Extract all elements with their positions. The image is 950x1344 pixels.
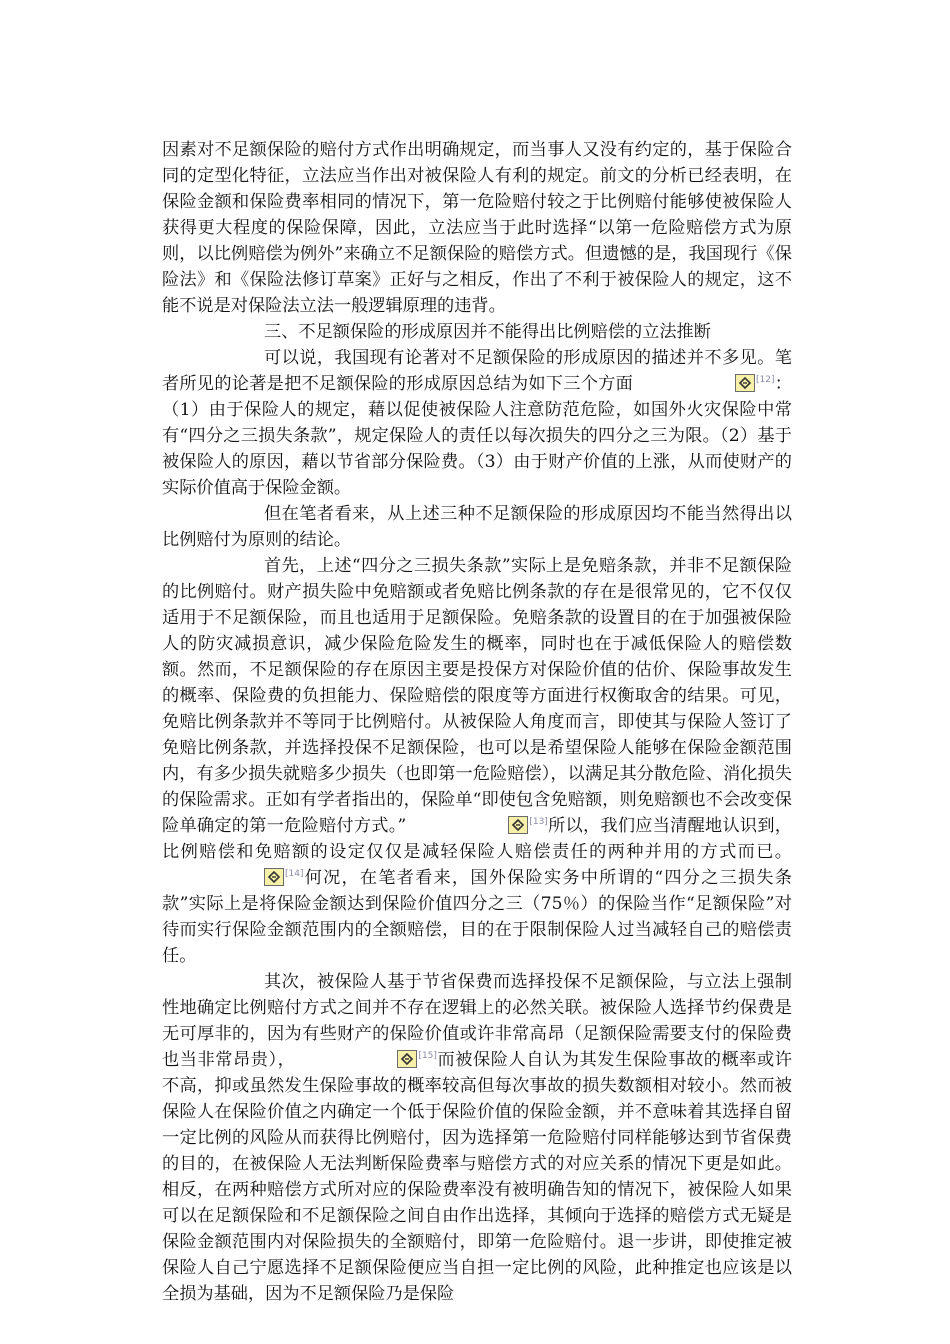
paragraph-3: 但在笔者看来，从上述三种不足额保险的形成原因均不能当然得出以比例赔付为原则的结论。 — [162, 504, 792, 550]
paragraph-1: 因素对不足额保险的赔付方式作出明确规定，而当事人又没有约定的，基于保险合同的定型化特征，立法应当作出对被保险人有利的规定。前文的分析已经表明，在保险金额和保险费率相同的情况下，第一危险赔付较之于比例赔付能够使被保险人获得更大程度的保险保障，因此，立法应当于此时选择“以第一危险赔偿方式为原则，以比例赔偿为例外”来确立不足额保险的赔偿方式。但遗憾的是，我国现行《保险法》和《保险法修订草案》正好与之相反，作出了不利于被保险人的规定，这不能不说是对保险法立法一般逻辑原理的违背。 — [162, 140, 792, 316]
reference-number: [13] — [529, 817, 548, 827]
reference-icon — [735, 374, 755, 392]
paragraph-4-text-a: 首先，上述“四分之三损失条款”实际上是免赔条款，并非不足额保险的比例赔付。财产损失险中免赔额或者免赔比例条款的存在是很常见的，它不仅仅适用于不足额保险，而且也适用于足额保险。免赔条款的设置目的在于加强被保险人的防灾减损意识，减少保险危险发生的概率，同时也在于减低保险人的赔偿数额。然而，不足额保险的存在原因主要是投保方对保险价值的估价、保险事故发生的概率、保险费的负担能力、保险赔偿的限度等方面进行权衡取舍的结果。可见，免赔比例条款并不等同于比例赔付。从被保险人角度而言，即使其与保险人签订了免赔比例条款，并选择投保不足额保险，也可以是希望保险人能够在保险金额范围内，有多少损失就赔多少损失（也即第一危险赔偿），以满足其分散危险、消化损失的保险需求。正如有学者指出的，保险单“即使包含免赔额，则免赔额也不会改变保险单确定的第一危险赔付方式。” — [162, 556, 792, 836]
document-page — [162, 137, 792, 1307]
paragraph-4 — [162, 553, 792, 969]
paragraph-4-text-c: 何况，在笔者看来，国外保险实务中所谓的“四分之三损失条款”实际上是将保险金额达到保险价值四分之三（75％）的保险当作“足额保险”对待而实行保险金额范围内的全额赔偿，目的在于限制保险人过当减轻自己的赔偿责任。 — [162, 868, 792, 966]
reference-number: [12] — [756, 375, 775, 385]
reference-link-15[interactable] — [295, 1047, 436, 1073]
paragraph-2 — [162, 345, 792, 501]
reference-number: [15] — [418, 1051, 437, 1061]
reference-icon — [264, 868, 284, 886]
reference-link-13[interactable] — [406, 813, 547, 839]
reference-link-12[interactable] — [633, 371, 774, 397]
paragraph-5-text-a: 其次，被保险人基于节省保费而选择投保不足额保险，与立法上强制性地确定比例赔付方式之间并不存在逻辑上的必然关联。被保险人选择节约保费是无可厚非的，因为有些财产的保险价值或许非常高昂（足额保险需要支付的保险费也当非常昂贵）， — [162, 972, 792, 1070]
paragraph-5-text-b: 而被保险人自认为其发生保险事故的概率或许不高，抑或虽然发生保险事故的概率较高但每次事故的损失数额相对较小。然而被保险人在保险价值之内确定一个低于保险价值的保险金额，并不意味着其选择自留一定比例的风险从而获得比例赔付，因为选择第一危险赔付同样能够达到节省保费的目的，在被保险人无法判断保险费率与赔偿方式的对应关系的情况下更是如此。相反，在两种赔偿方式所对应的保险费率没有被明确告知的情况下，被保险人如果可以在足额保险和不足额保险之间自由作出选择，其倾向于选择的赔偿方式无疑是保险金额范围内对保险损失的全额赔付，即第一危险赔付。退一步讲，即使推定被保险人自己宁愿选择不足额保险便应当自担一定比例的风险，此种推定也应该是以全损为基础，因为不足额保险乃是保险 — [162, 1050, 792, 1304]
paragraph-2-text-b: ：（1）由于保险人的规定，藉以促使被保险人注意防范危险，如国外火灾保险中常有“四分之三损失条款”，规定保险人的责任以每次损失的四分之三为限。（2）基于被保险人的原因，藉以节省部分保险费。（3）由于财产价值的上涨，从而使财产的实际价值高于保险金额。 — [162, 374, 792, 498]
paragraph-2-text-a: 可以说，我国现有论著对不足额保险的形成原因的描述并不多见。笔者所见的论著是把不足额保险的形成原因总结为如下三个方面 — [162, 348, 792, 394]
reference-icon — [508, 816, 528, 834]
paragraph-4-text-b: 所以，我们应当清醒地认识到，比例赔偿和免赔额的设定仅仅是减轻保险人赔偿责任的两种并用的方式而已。 — [162, 816, 792, 862]
reference-link-14[interactable] — [162, 865, 303, 891]
reference-icon — [397, 1050, 417, 1068]
paragraph-5 — [162, 969, 792, 1307]
section-heading-3: 三、不足额保险的形成原因并不能得出比例赔偿的立法推断 — [264, 322, 711, 342]
reference-number: [14] — [285, 869, 304, 879]
